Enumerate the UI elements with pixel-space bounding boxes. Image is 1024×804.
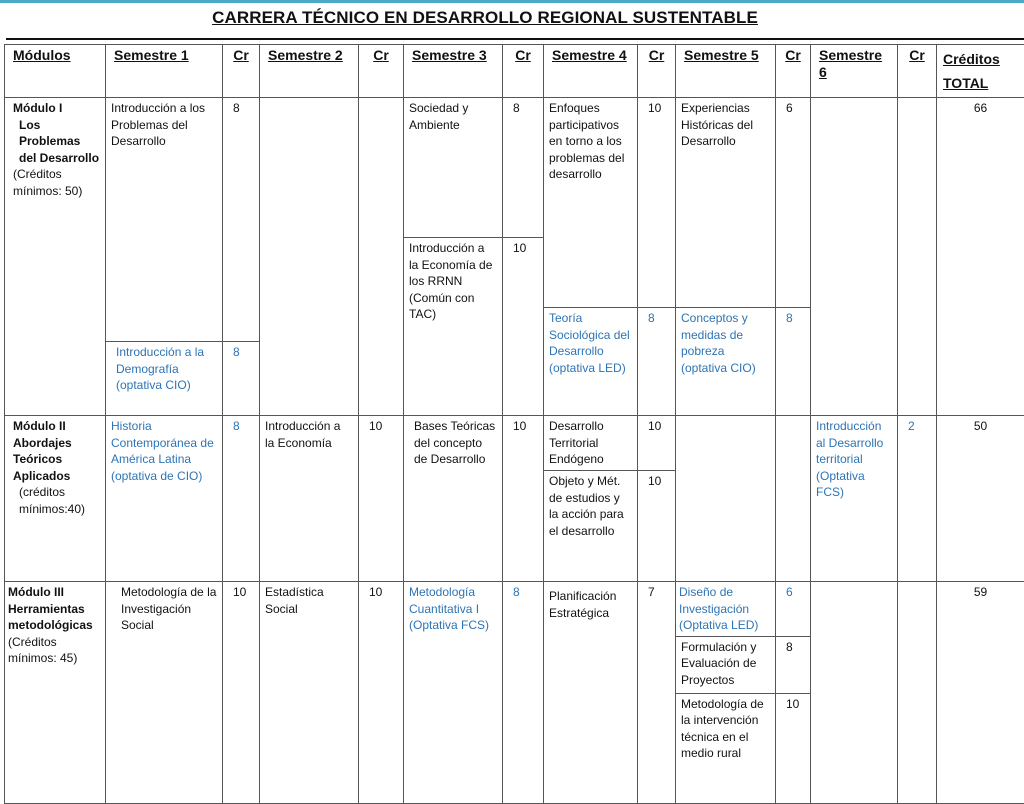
credit-cell: 10 (638, 98, 676, 308)
module-2-row-a (5, 416, 1024, 471)
credit-cell: 10 (776, 693, 811, 803)
course-cell: Introducción a la Economía de los RRNN (Común con TAC) (404, 238, 503, 416)
empty-cell (676, 416, 776, 582)
credit-cell: 8 (503, 98, 544, 238)
course-cell: Objeto y Mét. de estudios y la acción para el desarrollo (544, 471, 638, 582)
title-rule (6, 38, 1024, 40)
empty-cell (898, 98, 937, 416)
header-cr: Cr (776, 45, 811, 98)
course-cell: Planificación Estratégica (544, 582, 638, 804)
module-2-name-line-4: Aplicados (13, 468, 100, 485)
empty-cell (260, 98, 359, 416)
course-cell-optativa: Teoría Sociológica del Desarrollo (optativa LED) (544, 308, 638, 416)
header-modulos: Módulos (5, 45, 106, 98)
credit-cell: 10 (359, 582, 404, 804)
credit-cell: 10 (223, 582, 260, 804)
header-semestre-6: Semestre 6 (811, 45, 898, 98)
header-cr: Cr (898, 45, 937, 98)
empty-cell (359, 98, 404, 416)
credit-cell-optativa: 8 (638, 308, 676, 416)
credit-cell: 10 (638, 416, 676, 471)
credit-cell-optativa: 2 (898, 416, 937, 582)
credit-cell-optativa: 8 (223, 342, 260, 416)
curriculum-table (4, 44, 1024, 804)
course-cell: Metodología de la Investigación Social (106, 582, 223, 804)
module-1-name: Módulo I (13, 100, 100, 117)
module-2-cell (5, 416, 106, 582)
course-cell-optativa: Metodología Cuantitativa I (Optativa FCS) (404, 582, 503, 804)
empty-cell (776, 416, 811, 582)
credit-cell: 10 (638, 471, 676, 582)
module-3-row-a (5, 582, 1024, 637)
course-cell-optativa: Introducción a la Demografía (optativa CIO) (106, 342, 223, 416)
module-3-name-line-3: metodológicas (8, 617, 100, 634)
module-2-total: 50 (937, 416, 1024, 582)
module-3-name-line-2: Herramientas (8, 601, 100, 618)
credit-cell-optativa: 8 (503, 582, 544, 804)
module-3-name: Módulo III (8, 584, 100, 601)
header-cr: Cr (503, 45, 544, 98)
module-3-min-credits: (Créditos mínimos: 45) (8, 634, 100, 667)
module-2-min-credits: (créditos mínimos:40) (13, 484, 100, 517)
credit-cell: 10 (503, 416, 544, 582)
header-row (5, 45, 1024, 98)
credit-cell: 6 (776, 98, 811, 308)
course-cell: Bases Teóricas del concepto de Desarrollo (404, 416, 503, 582)
course-cell: Introducción a los Problemas del Desarrollo (106, 98, 223, 342)
module-2-name-line-3: Teóricos (13, 451, 100, 468)
empty-cell (898, 582, 937, 804)
course-cell-optativa: Diseño de Investigación (Optativa LED) (676, 582, 776, 637)
course-cell: Experiencias Históricas del Desarrollo (676, 98, 776, 308)
page-title: CARRERA TÉCNICO EN DESARROLLO REGIONAL SUSTENTABLE (0, 8, 970, 28)
course-cell: Formulación y Evaluación de Proyectos (676, 636, 776, 693)
course-cell: Enfoques participativos en torno a los problemas del desarrollo (544, 98, 638, 308)
accent-bar (0, 0, 1024, 3)
module-3-total: 59 (937, 582, 1024, 804)
header-semestre-5: Semestre 5 (676, 45, 776, 98)
module-2-name: Módulo II (13, 418, 100, 435)
module-1-cell (5, 98, 106, 416)
credit-cell: 10 (503, 238, 544, 416)
module-1-min-credits: (Créditos mínimos: 50) (13, 166, 100, 199)
header-cr: Cr (223, 45, 260, 98)
header-cr: Cr (359, 45, 404, 98)
module-1-name-line-4: del Desarrollo (13, 150, 100, 167)
module-1-name-line-3: Problemas (13, 133, 100, 150)
course-cell: Sociedad y Ambiente (404, 98, 503, 238)
header-semestre-2: Semestre 2 (260, 45, 359, 98)
course-cell-optativa: Introducción al Desarrollo territorial (Optativa FCS) (811, 416, 898, 582)
header-cr: Cr (638, 45, 676, 98)
credit-cell-optativa: 8 (776, 308, 811, 416)
header-semestre-3: Semestre 3 (404, 45, 503, 98)
credit-cell: 10 (359, 416, 404, 582)
header-total-line-1: Créditos (943, 51, 1000, 67)
module-1-name-line-2: Los (13, 117, 100, 134)
empty-cell (811, 582, 898, 804)
course-cell: Metodología de la intervención técnica en el medio rural (676, 693, 776, 803)
course-cell: Estadística Social (260, 582, 359, 804)
header-semestre-1: Semestre 1 (106, 45, 223, 98)
credit-cell: 8 (776, 636, 811, 693)
header-total-line-2: TOTAL (943, 75, 988, 91)
course-cell: Desarrollo Territorial Endógeno (544, 416, 638, 471)
module-1-total: 66 (937, 98, 1024, 416)
credit-cell: 7 (638, 582, 676, 804)
course-cell: Introducción a la Economía (260, 416, 359, 582)
credit-cell-optativa: 6 (776, 582, 811, 637)
module-3-cell (5, 582, 106, 804)
module-2-name-line-2: Abordajes (13, 435, 100, 452)
module-1-row-a (5, 98, 1024, 238)
course-cell-optativa: Historia Contemporánea de América Latina (optativa de CIO) (106, 416, 223, 582)
empty-cell (811, 98, 898, 416)
credit-cell-optativa: 8 (223, 416, 260, 582)
header-creditos-total (937, 45, 1024, 98)
header-semestre-4: Semestre 4 (544, 45, 638, 98)
credit-cell: 8 (223, 98, 260, 342)
course-cell-optativa: Conceptos y medidas de pobreza (optativa CIO) (676, 308, 776, 416)
